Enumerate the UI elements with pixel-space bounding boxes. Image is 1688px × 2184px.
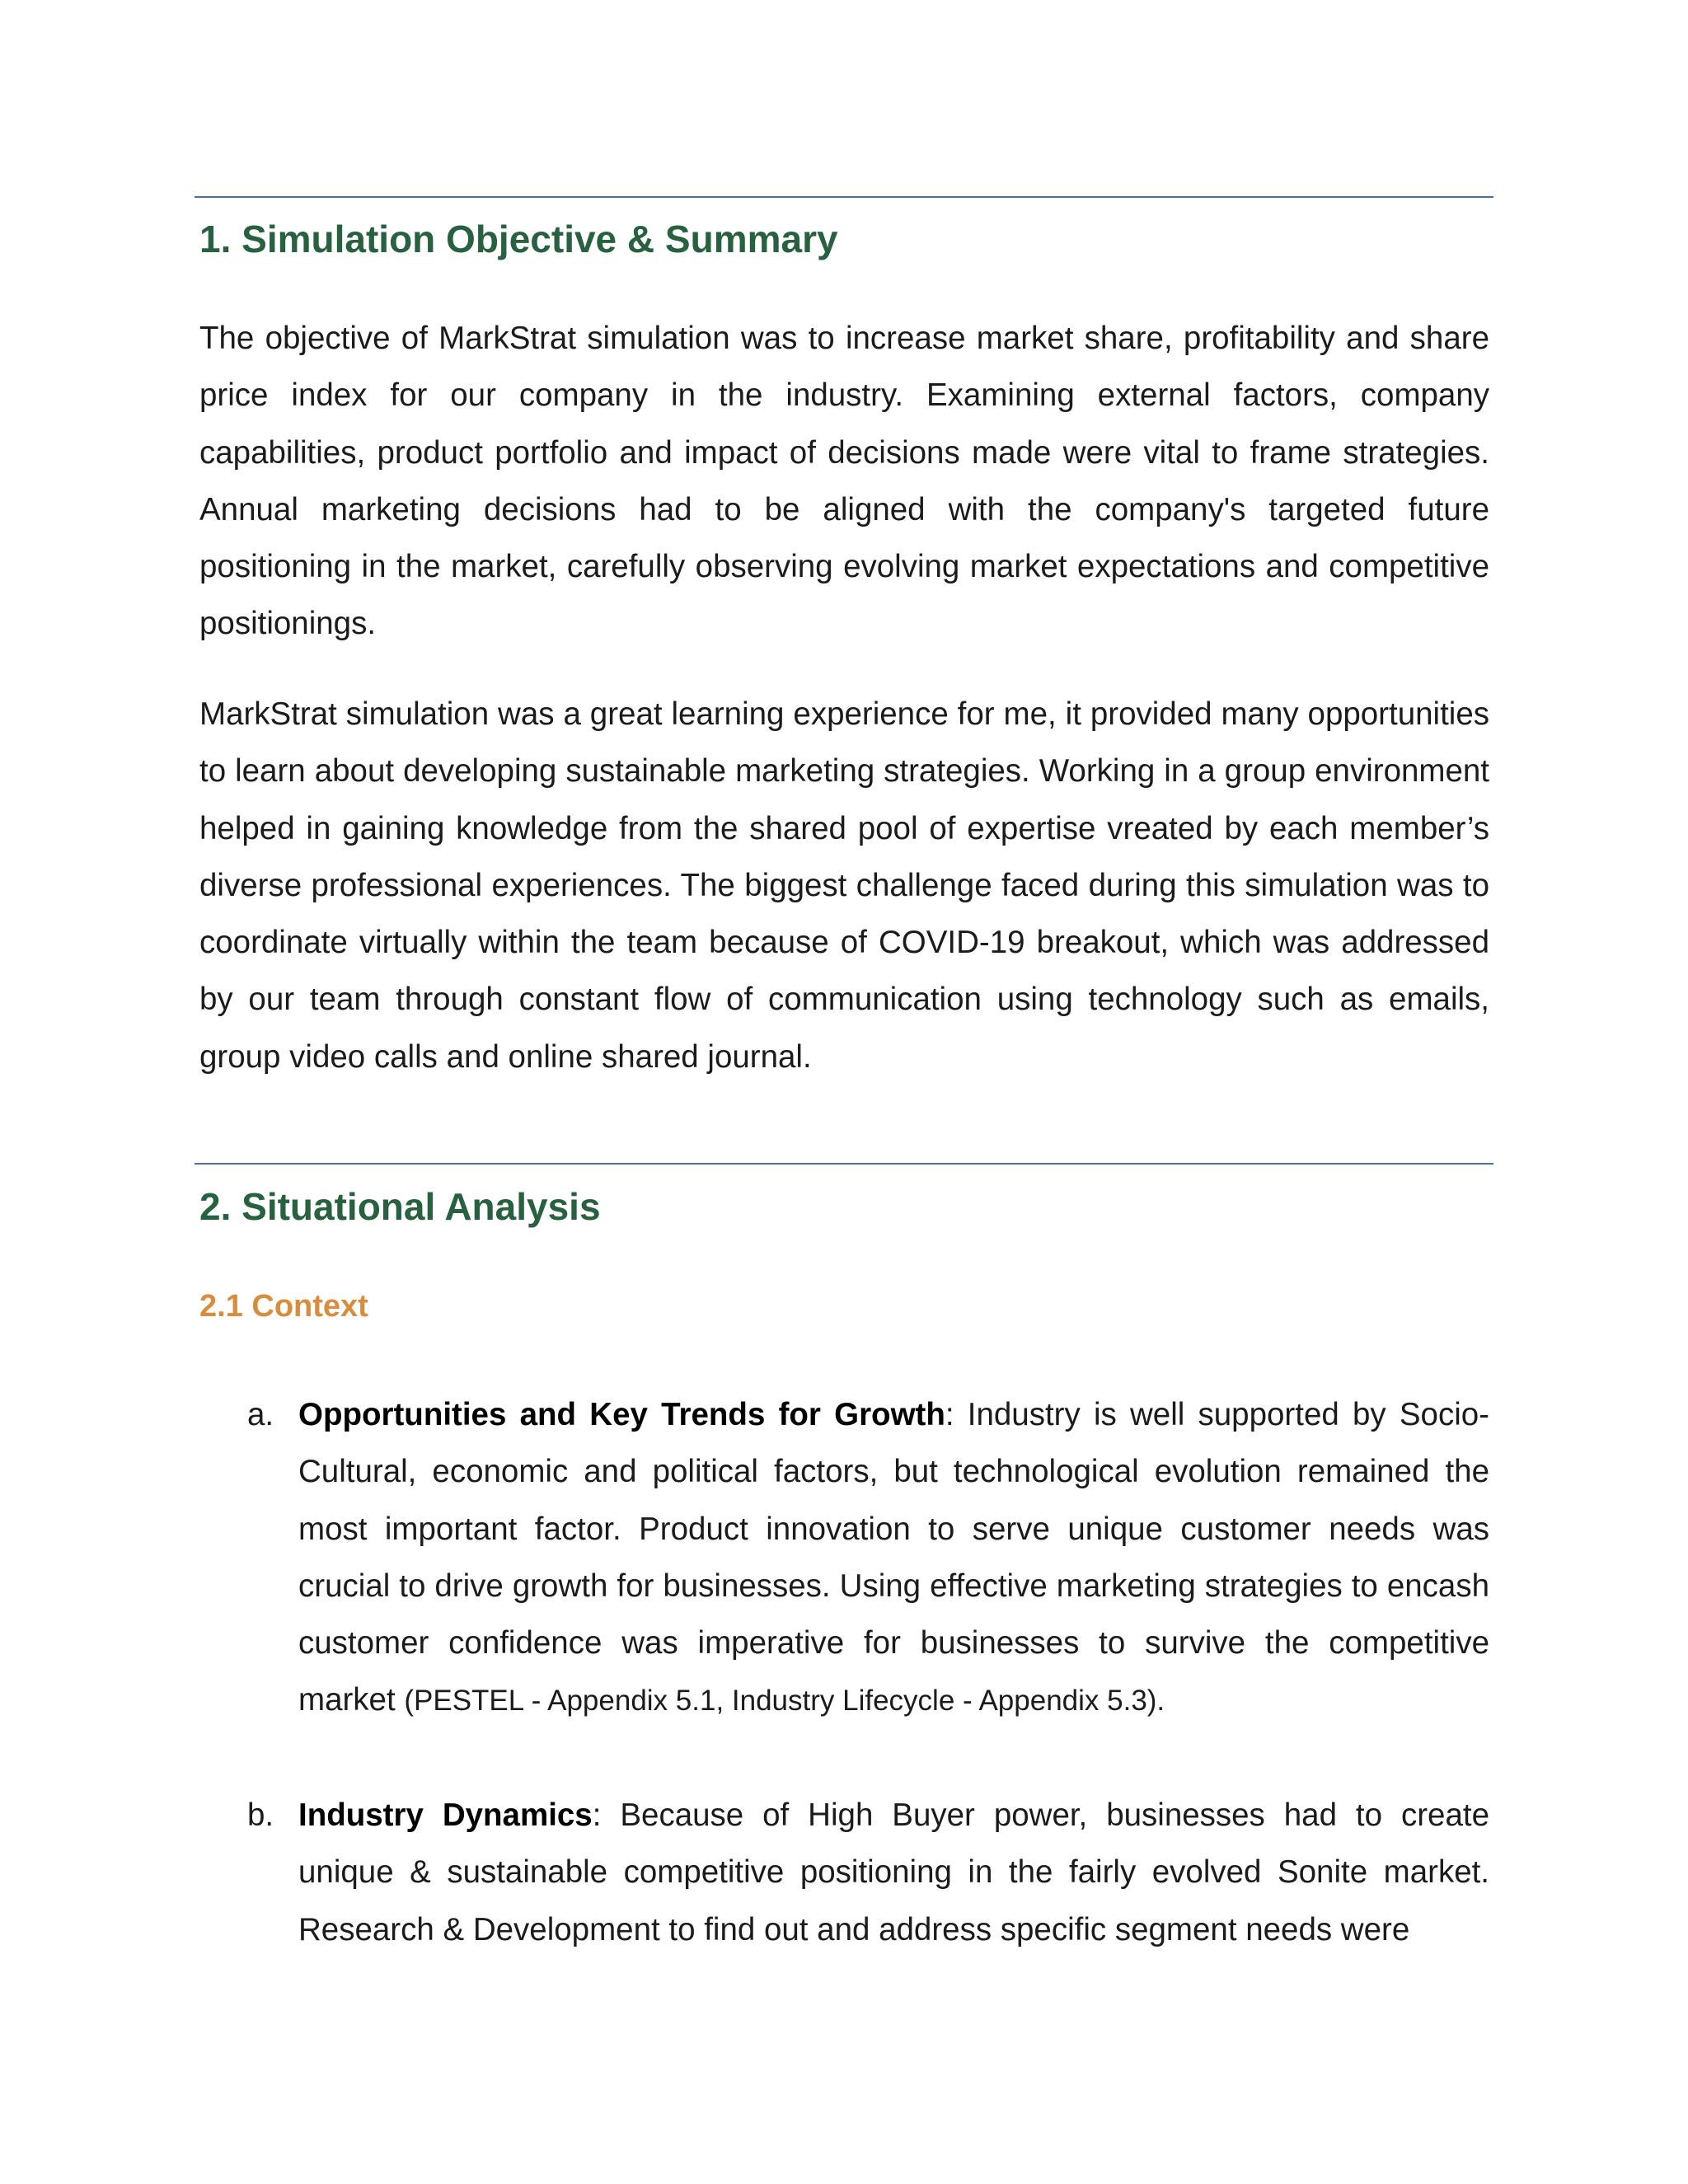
section-1-paragraph-2: MarkStrat simulation was a great learning experience for me, it provided many opportunities to learn about developing sustainable marketing strategies. Working in a group environment helped in gaining knowledge from the shared pool of expertise vreated by each member’s diverse professional experiences. The biggest challenge faced during this simulation was to coordinate virtually within the team because of COVID-19 breakout, which was addressed by our team through constant flow of communication using technology such as emails, group video calls and online shared journal. <box>199 696 1489 1075</box>
appendix-reference: (PESTEL - Appendix 5.1, Industry Lifecycle - Appendix 5.3). <box>404 1685 1165 1718</box>
list-marker: a. <box>247 1397 274 1432</box>
section-1-paragraph-1: The objective of MarkStrat simulation was to increase market share, profitability and share price index for our company in the industry. Examining external factors, company capabilities, product portfolio and impact of decisions made were vital to frame strategies. Annual marketing decisions had to be aligned with the company's targeted future positioning in the market, carefully observing evolving market expectations and competitive positionings. <box>199 321 1489 642</box>
section-2-heading: 2. Situational Analysis <box>199 1185 601 1228</box>
list-item-title: Opportunities and Key Trends for Growth <box>298 1397 945 1432</box>
list-item <box>199 1787 1489 1958</box>
list-item-text: : Industry is well supported by Socio-Cultural, economic and political factors, but technological evolution remained the most important factor. Product innovation to serve unique customer needs was crucial to drive growth for businesses. Using effective marketing strategies to encash customer confidence was imperative for businesses to survive the competitive market <box>298 1397 1489 1718</box>
list-item-body <box>298 1787 1489 1958</box>
section-divider <box>195 1163 1493 1165</box>
list-item-text: : Because of High Buyer power, businesses had to create unique & sustainable competitive positioning in the fairly evolved Sonite market. Research & Development to find out and address specific segment needs were <box>298 1797 1489 1947</box>
section-1-heading: 1. Simulation Objective & Summary <box>199 218 838 260</box>
list-item <box>199 1386 1489 1730</box>
list-item-body <box>298 1386 1489 1730</box>
subsection-2-1-heading: 2.1 Context <box>199 1289 368 1324</box>
list-marker: b. <box>247 1797 274 1833</box>
list-item-title: Industry Dynamics <box>298 1797 593 1833</box>
section-divider <box>195 196 1493 198</box>
